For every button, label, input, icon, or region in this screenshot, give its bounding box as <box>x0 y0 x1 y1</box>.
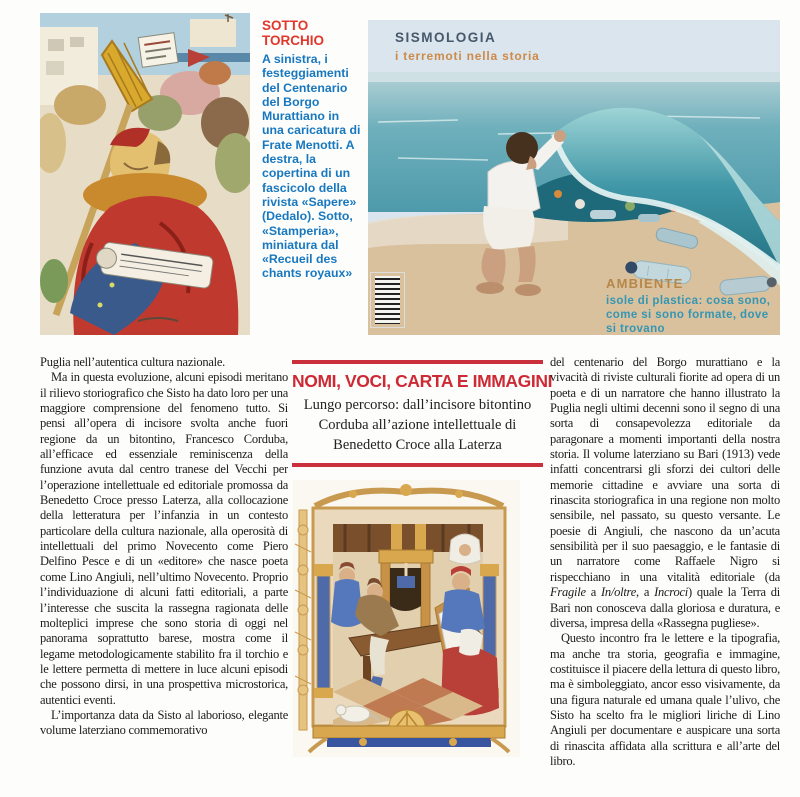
cover-tagline-line1: isole di plastica: cosa sono, <box>606 295 771 307</box>
stamperia-miniature-art <box>293 480 520 757</box>
headline-rule-top <box>292 360 543 364</box>
article-center-column <box>292 360 553 757</box>
caricature-image <box>40 13 250 335</box>
column3-paragraph-2: Questo incontro fra le lettere e la tipografia, ma anche tra storia, geografia e immagine, costituisce il piacere della lettura di questo libro, ma è simboleggiato, ancor esso visivamente, da una figura naturale ed umana quale l’ulivo, che Sisto ha scelto fra le migliori liriche di Lino Angiuli per documentare e auspicare una sorta di rinascita affidata alla scrittura e all’arte del libro. <box>550 631 780 768</box>
headline-rule-bottom <box>292 463 543 467</box>
column1-paragraph-1: Puglia nell’autentica cultura nazionale. <box>40 355 226 369</box>
caption-body: A sinistra, i festeggiamenti del Centenario del Borgo Murattiano in una caricatura di Frate Menotti. A destra, la copertina di un fascicolo della rivista «Sapere» (Dedalo). Sotto, «Stamperia», miniatura dal «Recueil des chants royaux» <box>262 52 361 281</box>
article-column-1 <box>40 355 288 797</box>
photo-caption <box>262 18 362 281</box>
article-subhead: Lungo percorso: dall’incisore bitontino Corduba all’azione intellettuale di Benedetto Croce alla Laterza <box>303 397 532 453</box>
cover-tagline-line2: come si sono formate, dove si trovano <box>606 309 769 335</box>
cover-masthead-band <box>368 20 780 72</box>
cover-masthead: SISMOLOGIA <box>395 30 497 45</box>
article-column-3 <box>550 355 780 797</box>
cover-masthead-subtitle: i terremoti nella storia <box>395 49 540 63</box>
stamperia-miniature-image <box>293 480 520 757</box>
column1-paragraph-2: Ma in questa evoluzione, alcuni episodi meritano il rilievo storiografico che Sisto ha dato loro per una maggiore comprensione del fenomeno tutto. Si pensi all’opera di incisore svolta anche fuori regione da un bitontino, Francesco Corduba, all’efficace ed essenziale reminiscenza della funzione avuta dal centro tranese del Vecchi per l’operazione intellettuale ed editoriale promossa da Benedetto Croce presso Laterza, alla collocazione della letteratura per l’infanzia in un contesto particolare della cultura nazionale, alla operosità di intellettuali del primo Novecento come Piero Delfino Pesce e di un «editore» che nasce poeta come Lino Angiuli, nell’ultimo Novecento. Proprio l’individuazione di alcuni fatti editoriali, a parte l’interesse che suscita la rassegna ragionata delle molteplici imprese che sono storia di oggi nel panorama soprattutto barese, mostra come il legame metodologicamente stabilito fra il torchio e le lettere permetta di mettere in luce alcuni episodi che possono dirsi, in una prospettiva microstorica, autentici eventi. <box>40 370 288 707</box>
barcode <box>370 272 405 328</box>
cover-section-label: AMBIENTE <box>606 276 684 291</box>
article-headline: NOMI, VOCI, CARTA E IMMAGINI <box>292 371 553 391</box>
magazine-cover-image <box>368 20 780 335</box>
cover-tagline-block <box>606 276 780 335</box>
caption-kicker: SOTTO TORCHIO <box>262 18 325 48</box>
caricature-art <box>40 13 250 335</box>
column3-paragraph-1: del centenario del Borgo murattiano e la vivacità di riviste culturali fiorite ad opera di un poeta e di un narratore che hanno illustrato la Puglia negli ultimi decenni sono il segno di una sorta di consapevolezza editoriale da paragonare a momenti importanti della nostra storia. Il volume laterziano su Bari (1913) vede infatti concentrarsi gli sforzi dei cultori delle memorie cittadine e avviare una sorta di rinascita storiografica in una regione non molto sensibile, nel passato, su questo versante. Le poesie di Angiuli, che nascono da un’acuta sensibilità per il suo paesaggio, e le fantasie di un narratore come Raffaele Nigro si rispecchiano in una vitalità editoriale (da Fragile a In/oltre, a Incroci) quale la Terra di Bari non conosceva dalla gloriosa e duratura, e diversa, impresa della «Rassegna pugliese». <box>550 355 780 630</box>
column1-paragraph-3: L’importanza data da Sisto al laborioso, elegante volume laterziano commemorativo <box>40 707 288 738</box>
